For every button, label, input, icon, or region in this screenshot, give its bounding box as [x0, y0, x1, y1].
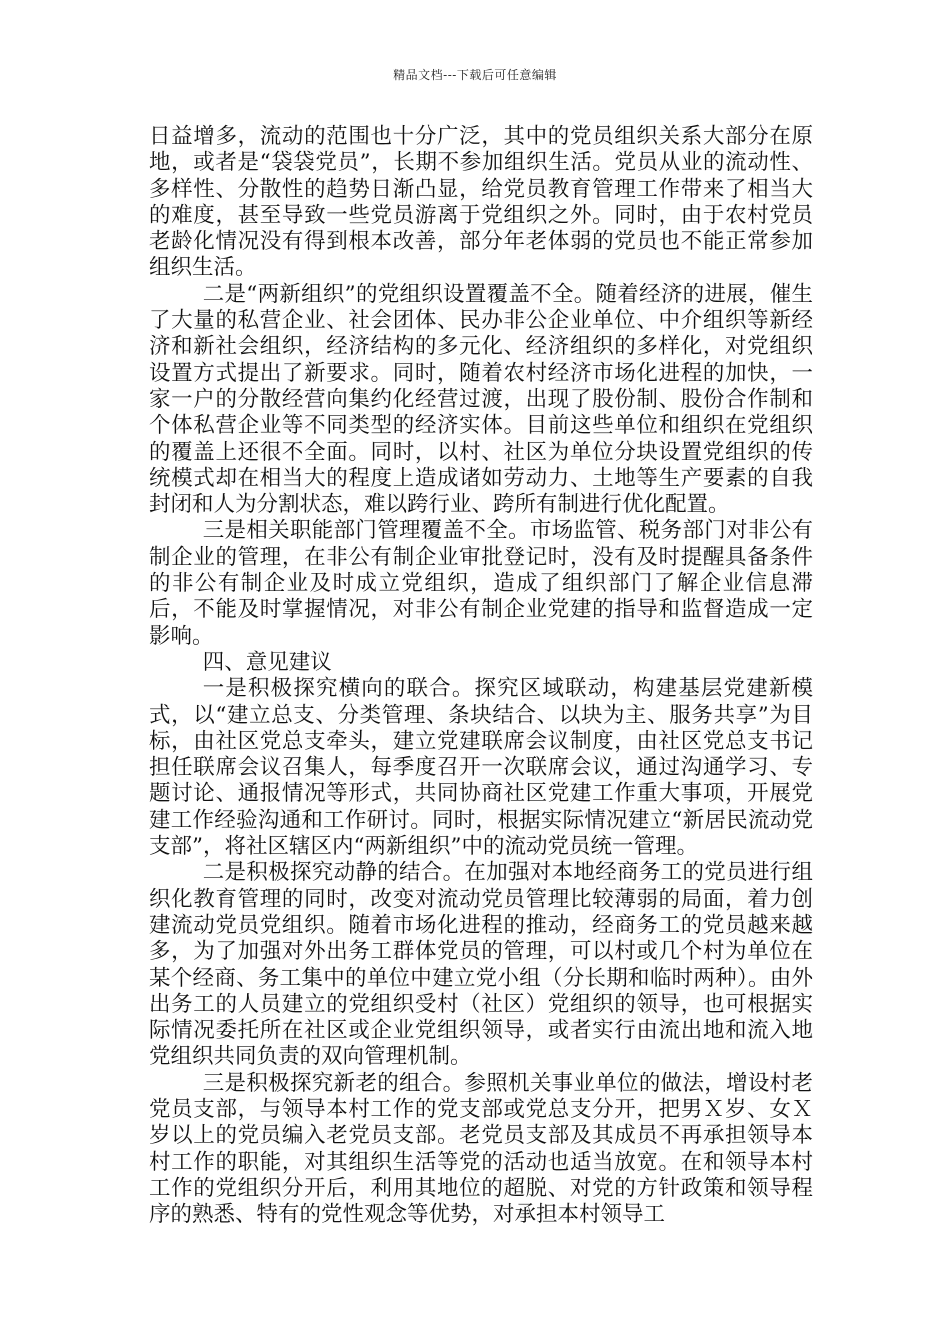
- paragraph-suggestion-three: 三是积极探究新老的组合。参照机关事业单位的做法，增设村老党员支部，与领导本村工作的党支部或党总支分开，把男Ｘ岁、女Ｘ岁以上的党员编入老党员支部。老党员支部及其成员不再承担领导本村工作的职能，对其组织生活等党的活动也适当放宽。在和领导本村工作的党组织分开后，利用其地位的超脱、对党的方针政策和领导程序的熟悉、特有的党性观念等优势，对承担本村领导工: [149, 1070, 813, 1228]
- paragraph-point-two: 二是“两新组织”的党组织设置覆盖不全。随着经济的进展，催生了大量的私营企业、社会团体、民办非公企业单位、中介组织等新经济和新社会组织，经济结构的多元化、经济组织的多样化，对党组织设置方式提出了新要求。同时，随着农村经济市场化进程的加快，一家一户的分散经营向集约化经营过渡，出现了股份制、股份合作制和个体私营企业等不同类型的经济实体。目前这些单位和组织在党组织的覆盖上还很不全面。同时，以村、社区为单位分块设置党组织的传统模式却在相当大的程度上造成诸如劳动力、土地等生产要素的自我封闭和人为分割状态，难以跨行业、跨所有制进行优化配置。: [149, 281, 813, 518]
- paragraph-point-three: 三是相关职能部门管理覆盖不全。市场监管、税务部门对非公有制企业的管理，在非公有制企业审批登记时，没有及时提醒具备条件的非公有制企业及时成立党组织，造成了组织部门了解企业信息滞后，不能及时掌握情况，对非公有制企业党建的指导和监督造成一定影响。: [149, 518, 813, 649]
- page-header: 精品文档---下载后可任意编辑: [393, 68, 557, 82]
- paragraph-continuation: 日益增多，流动的范围也十分广泛，其中的党员组织关系大部分在原地，或者是“袋袋党员”，长期不参加组织生活。党员从业的流动性、多样性、分散性的趋势日渐凸显，给党员教育管理工作带来了相当大的难度，甚至导致一些党员游离于党组织之外。同时，由于农村党员老龄化情况没有得到根本改善，部分年老体弱的党员也不能正常参加组织生活。: [149, 124, 813, 281]
- paragraph-suggestion-two: 二是积极探究动静的结合。在加强对本地经商务工的党员进行组织化教育管理的同时，改变对流动党员管理比较薄弱的局面，着力创建流动党员党组织。随着市场化进程的推动，经商务工的党员越来越多，为了加强对外出务工群体党员的管理，可以村或几个村为单位在某个经商、务工集中的单位中建立党小组（分长期和临时两种）。由外出务工的人员建立的党组织受村（社区）党组织的领导，也可根据实际情况委托所在社区或企业党组织领导，或者实行由流出地和流入地党组织共同负责的双向管理机制。: [149, 860, 813, 1070]
- section-heading-suggestions: 四、意见建议: [202, 649, 332, 675]
- paragraph-suggestion-one: 一是积极探究横向的联合。探究区域联动，构建基层党建新模式，以“建立总支、分类管理、条块结合、以块为主、服务共享”为目标，由社区党总支牵头，建立党建联席会议制度，由社区党总支书记担任联席会议召集人，每季度召开一次联席会议，通过沟通学习、专题讨论、通报情况等形式，共同协商社区党建工作重大事项，开展党建工作经验沟通和工作研讨。同时，根据实际情况建立“新居民流动党支部”，将社区辖区内“两新组织”中的流动党员统一管理。: [149, 676, 813, 860]
- document-body: [149, 124, 813, 1228]
